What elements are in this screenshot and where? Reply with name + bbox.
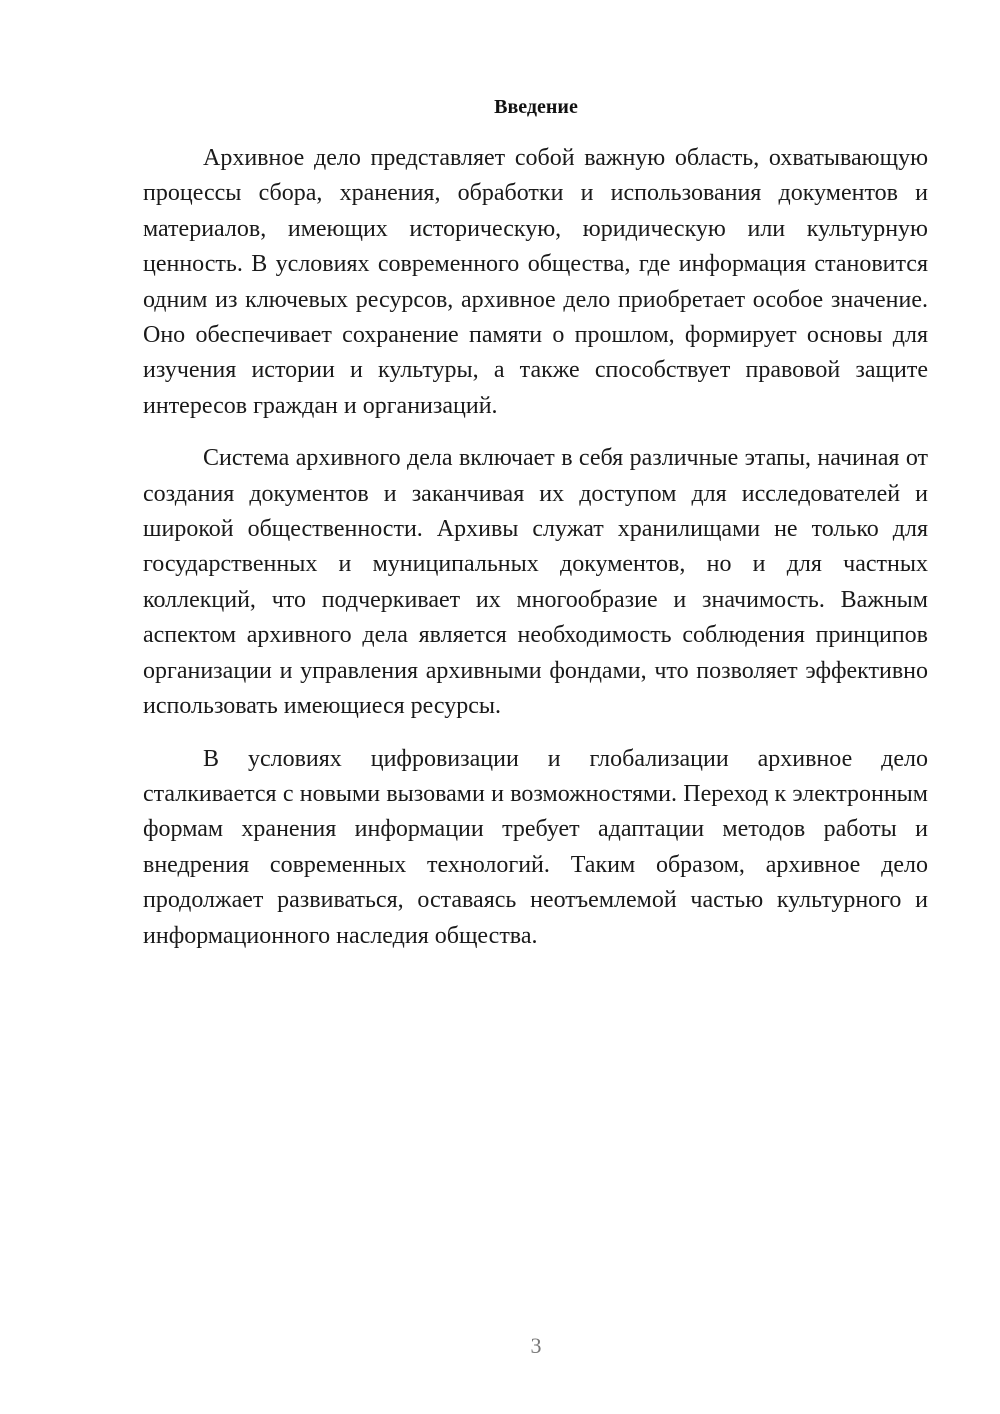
document-body: [143, 141, 928, 971]
paragraph-1: Архивное дело представляет собой важную область, охватывающую процессы сбора, хранения, обработки и использования документов и материалов, имеющих историческую, юридическую или культурную ценность. В условиях современного общества, где информация становится одним из ключевых ресурсов, архивное дело приобретает особое значение. Оно обеспечивает сохранение памяти о прошлом, формирует основы для изучения истории и культуры, а также способствует правовой защите интересов граждан и организаций.: [143, 145, 928, 419]
page-number: 3: [530, 1333, 542, 1358]
page-title: Введение: [494, 96, 578, 118]
paragraph-3: В условиях цифровизации и глобализации архивное дело сталкивается с новыми вызовами и возможностями. Переход к электронным формам хранения информации требует адаптации методов работы и внедрения современных технологий. Таким образом, архивное дело продолжает развиваться, оставаясь неотъемлемой частью культурного и информационного наследия общества.: [143, 745, 928, 949]
paragraph-2: Система архивного дела включает в себя различные этапы, начиная от создания документов и заканчивая их доступом для исследователей и широкой общественности. Архивы служат хранилищами не только для государственных и муниципальных документов, но и для частных коллекций, что подчеркивает их многообразие и значимость. Важным аспектом архивного дела является необходимость соблюдения принципов организации и управления архивными фондами, что позволяет эффективно использовать имеющиеся ресурсы.: [143, 445, 928, 720]
